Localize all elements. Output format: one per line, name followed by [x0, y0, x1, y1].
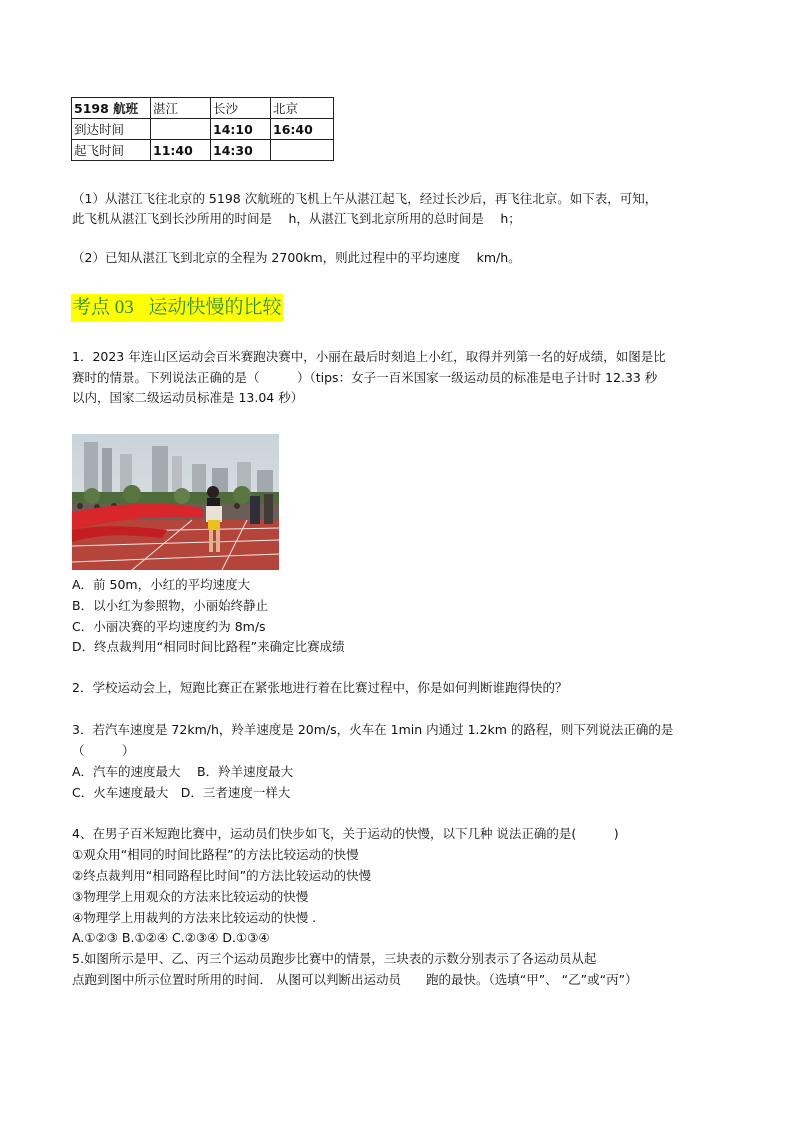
table-cell: 起飞时间 — [72, 140, 151, 161]
q4-item-2: ②终点裁判用“相同路程比时间”的方法比较运动的快慢 — [72, 868, 372, 883]
table-row — [72, 98, 334, 119]
q2-text: 2．学校运动会上，短跑比赛正在紧张地进行着在比赛过程中，你是如何判断谁跑得快的？ — [72, 680, 568, 695]
table-cell — [271, 140, 334, 161]
table-header-cell: 长沙 — [211, 98, 271, 119]
section-heading — [71, 294, 283, 322]
q1-line1: 1．2023 年连山区运动会百米赛跑决赛中，小丽在最后时刻追上小红，取得并列第一名的好成绩，如图是比 — [72, 349, 666, 364]
q3-line1: 3．若汽车速度是 72km/h，羚羊速度是 20m/s，火车在 1min 内通过 1.2km 的路程，则下列说法正确的是 — [72, 722, 674, 737]
q4-line1: 4、在男子百米短跑比赛中，运动员们快步如飞，关于运动的快慢，以下几种 说法正确的是( ) — [72, 826, 619, 841]
table-row — [72, 140, 334, 161]
q-prev-part1-line1: （1）从湛江飞往北京的 5198 次航班的飞机上午从湛江起飞，经过长沙后，再飞往北京。如下表，可知， — [72, 191, 658, 206]
table-cell: 14:10 — [211, 119, 271, 140]
section-number: 03 — [114, 297, 134, 318]
race-finish-photo — [72, 434, 279, 570]
table-cell: 到达时间 — [72, 119, 151, 140]
q4-item-4: ④物理学上用裁判的方法来比较运动的快慢 . — [72, 910, 317, 925]
table-header-cell: 5198 航班 — [72, 98, 151, 119]
q4-options: A.①②③ B.①②④ C.②③④ D.①③④ — [72, 930, 270, 945]
q1-option-c: C．小丽决赛的平均速度约为 8m/s — [72, 619, 266, 634]
q3-line2: （ ） — [72, 743, 135, 758]
q5-line1: 5.如图所示是甲、乙、丙三个运动员跑步比赛中的情景，三块表的示数分别表示了各运动员从起 — [72, 951, 597, 966]
table-cell: 14:30 — [211, 140, 271, 161]
section-prefix: 考点 — [72, 297, 111, 318]
q1-option-a: A．前 50m，小红的平均速度大 — [72, 577, 251, 592]
q3-options-line2: C．火车速度最大 D．三者速度一样大 — [72, 785, 291, 800]
section-title: 运动快慢的比较 — [148, 297, 282, 318]
q1-option-d: D．终点裁判用“相同时间比路程”来确定比赛成绩 — [72, 639, 345, 654]
flight-schedule-table — [71, 97, 334, 161]
table-cell — [151, 119, 211, 140]
q-prev-part2: （2）已知从湛江飞到北京的全程为 2700km，则此过程中的平均速度 km/h。 — [72, 250, 521, 265]
q1-line2: 赛时的情景。下列说法正确的是（ ）（tips：女子一百米国家一级运动员的标准是电子计时 12.33 秒 — [72, 370, 658, 385]
q4-item-3: ③物理学上用观众的方法来比较运动的快慢 — [72, 889, 309, 904]
q1-option-b: B．以小红为参照物，小丽始终静止 — [72, 598, 269, 613]
q5-line2: 点跑到图中所示位置时所用的时间． 从图可以判断出运动员 跑的最快。（选填“甲”、 “乙”或“丙”） — [72, 972, 638, 987]
q1-line3: 以内，国家二级运动员标准是 13.04 秒） — [72, 390, 304, 405]
q4-item-1: ①观众用“相同的时间比路程”的方法比较运动的快慢 — [72, 847, 359, 862]
q3-options-line1: A．汽车的速度最大 B．羚羊速度最大 — [72, 764, 294, 779]
table-header-cell: 湛江 — [151, 98, 211, 119]
table-cell: 11:40 — [151, 140, 211, 161]
table-header-cell: 北京 — [271, 98, 334, 119]
table-cell: 16:40 — [271, 119, 334, 140]
q-prev-part1-line2: 此飞机从湛江飞到长沙所用的时间是 h，从湛江飞到北京所用的总时间是 h； — [72, 211, 521, 226]
table-row — [72, 119, 334, 140]
